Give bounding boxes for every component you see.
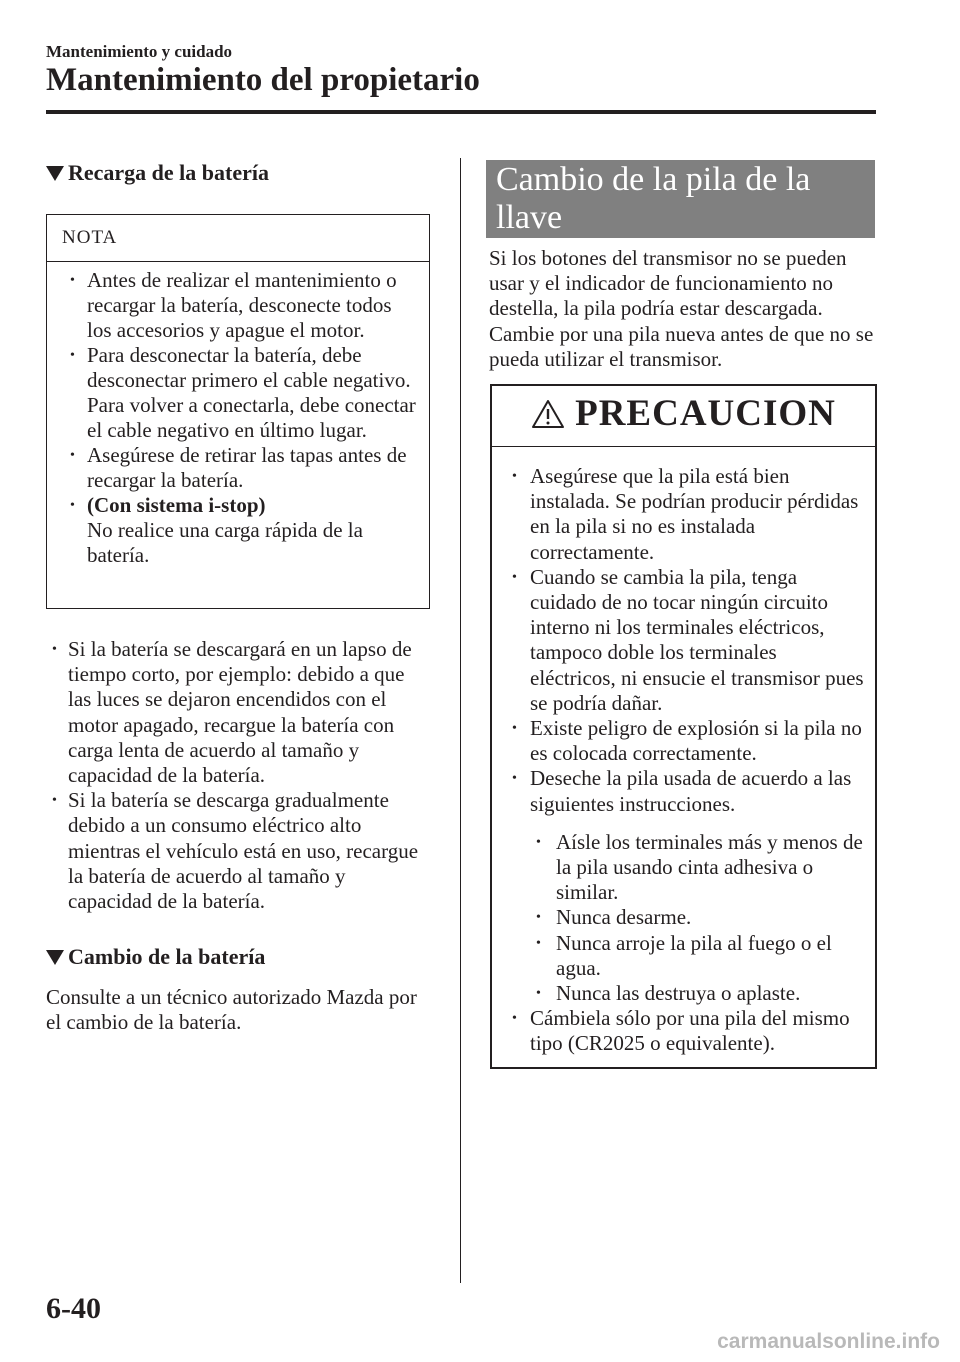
list-item: • Cuando se cambia la pila, tenga cuidado de no tocar ningún circuito interno ni los terminales eléctricos, tampoco doble los terminales eléctricos, ni ensucie el transmisor pues se podría dañar.	[506, 565, 866, 716]
item-text: No realice una carga rápida de la batería.	[87, 518, 363, 567]
list-item: • Existe peligro de explosión si la pila no es colocada correctamente.	[506, 716, 866, 766]
bullet-list	[46, 637, 430, 914]
banner-title: Cambio de la pila de la llave	[496, 161, 811, 236]
page-number: 6-40	[46, 1292, 101, 1325]
section-heading-recarga	[46, 160, 269, 186]
header-rule	[46, 110, 876, 114]
section-heading-text: Recarga de la batería	[68, 160, 269, 185]
triangle-down-icon	[46, 950, 64, 965]
precaucion-list-end	[506, 1006, 866, 1056]
watermark-text: carmanualsonline.info	[717, 1330, 940, 1353]
list-item: • Cámbiela sólo por una pila del mismo tipo (CR2025 o equivalente).	[506, 1006, 866, 1056]
warning-icon	[531, 399, 565, 429]
list-item: • Nunca arroje la pila al fuego o el agua.	[506, 931, 866, 981]
precaucion-title	[492, 392, 875, 435]
intro-paragraph	[489, 246, 877, 372]
paragraph-text: Si los botones del transmisor no se pueden usar y el indicador de funcionamiento no destella, la pila podría estar descargada. Cambie por una pila nueva antes de que no se pueda utilizar el transmisor.	[489, 246, 874, 371]
nota-header	[47, 215, 429, 262]
triangle-down-icon	[46, 166, 64, 181]
item-bold-label: (Con sistema i-stop)	[87, 493, 266, 517]
list-item: • Aísle los terminales más y menos de la pila usando cinta adhesiva o similar.	[506, 830, 866, 906]
list-item: • Nunca desarme.	[506, 905, 866, 930]
page-title: Mantenimiento del propietario	[46, 62, 480, 98]
list-item	[61, 493, 421, 568]
precaucion-body	[506, 464, 866, 1057]
section-banner	[486, 160, 875, 238]
list-item: • Asegúrese de retirar las tapas antes de recargar la batería.	[61, 443, 421, 493]
precaucion-box	[490, 384, 877, 1069]
left-bullets	[46, 637, 430, 914]
list-item: • Deseche la pila usada de acuerdo a las siguientes instrucciones.	[506, 766, 866, 816]
list-item: • Si la batería se descargará en un lapso de tiempo corto, por ejemplo: debido a que las luces se dejaron encendidos con el motor apagado, recargue la batería con carga lenta de acuerdo al tamaño y capacidad de la batería.	[46, 637, 430, 788]
column-divider	[460, 158, 461, 1283]
section-heading-cambio	[46, 944, 265, 970]
section-paragraph	[46, 985, 430, 1035]
section-heading-text: Cambio de la batería	[68, 944, 266, 969]
list-item: • Para desconectar la batería, debe desconectar primero el cable negativo. Para volver a conectarla, debe conectar el cable negativo en último lugar.	[61, 343, 421, 443]
precaucion-header	[492, 386, 875, 447]
nota-box	[46, 214, 430, 609]
breadcrumb: Mantenimiento y cuidado	[46, 42, 233, 61]
precaucion-list	[506, 464, 866, 817]
paragraph-text: Consulte a un técnico autorizado Mazda por el cambio de la batería.	[46, 985, 417, 1035]
list-item: • Nunca las destruya o aplaste.	[506, 981, 866, 1006]
nota-label: NOTA	[62, 227, 118, 248]
list-item: • Antes de realizar el mantenimiento o recargar la batería, desconecte todos los accesorios y apague el motor.	[61, 268, 421, 343]
nota-list	[61, 268, 421, 568]
list-item: • Si la batería se descarga gradualmente debido a un consumo eléctrico alto mientras el vehículo está en uso, recargue la batería de acuerdo al tamaño y capacidad de la batería.	[46, 788, 430, 914]
precaucion-sublist	[506, 830, 866, 1006]
precaucion-title-text: PRECAUCION	[575, 393, 836, 434]
nota-body	[61, 268, 421, 568]
list-item: • Asegúrese que la pila está bien instalada. Se podrían producir pérdidas en la pila si no es instalada correctamente.	[506, 464, 866, 565]
